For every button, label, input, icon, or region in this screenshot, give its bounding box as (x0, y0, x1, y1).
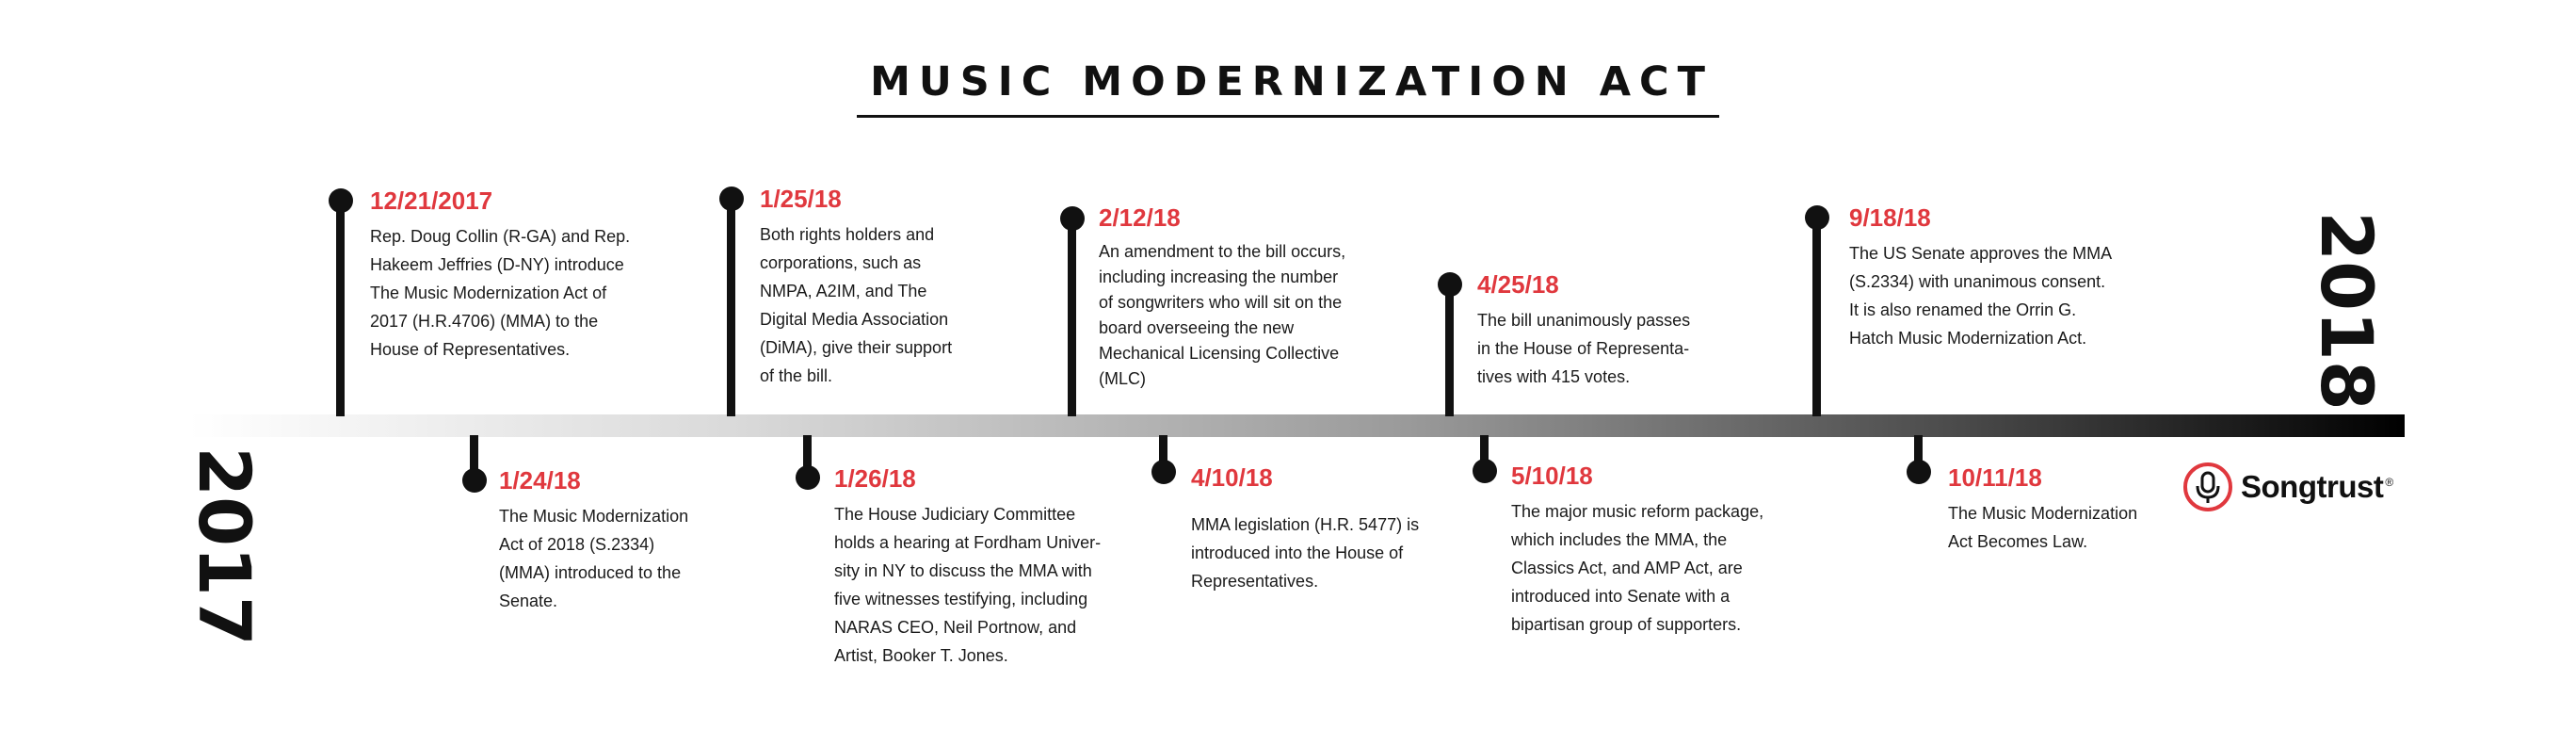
event-12-21-2017 (370, 186, 671, 364)
event-line: House of Representatives. (370, 340, 571, 359)
event-4-25-18 (1477, 270, 1731, 391)
event-line: The US Senate approves the MMA (1849, 244, 2113, 263)
event-stem (1445, 284, 1454, 416)
event-line: Act of 2018 (S.2334) (499, 535, 655, 554)
event-line: NARAS CEO, Neil Portnow, and (834, 618, 1077, 637)
event-line: sity in NY to discuss the MMA with (834, 561, 1092, 580)
event-marker (1907, 460, 1931, 484)
event-line: (MLC) (1099, 369, 1146, 388)
page-title (0, 58, 2576, 118)
event-line: bipartisan group of supporters. (1511, 615, 1742, 634)
event-1-24-18 (499, 466, 744, 615)
event-line: in the House of Representa- (1477, 339, 1690, 358)
event-date: 2/12/18 (1099, 203, 1181, 232)
event-date: 9/18/18 (1849, 203, 1931, 232)
event-line: 2017 (H.R.4706) (MMA) to the (370, 312, 599, 331)
event-4-10-18 (1191, 463, 1473, 595)
event-description (1948, 499, 2193, 556)
event-line: Rep. Doug Collin (R-GA) and Rep. (370, 227, 631, 246)
event-line: Hakeem Jeffries (D-NY) introduce (370, 255, 624, 274)
event-description (370, 222, 671, 364)
event-marker (462, 468, 487, 493)
event-line: (MMA) introduced to the (499, 563, 682, 582)
event-date: 12/21/2017 (370, 186, 493, 215)
event-date: 1/26/18 (834, 464, 916, 493)
event-line: Classics Act, and AMP Act, are (1511, 559, 1743, 577)
event-date: 4/10/18 (1191, 463, 1273, 492)
event-description (1849, 239, 2160, 352)
event-line: (S.2334) with unanimous consent. (1849, 272, 2106, 291)
event-line: of songwriters who will sit on the (1099, 293, 1343, 312)
event-stem (336, 200, 345, 416)
event-line: board overseeing the new (1099, 318, 1295, 337)
event-line: (DiMA), give their support (760, 338, 953, 357)
event-marker (719, 186, 744, 211)
event-line: The Music Modernization Act of (370, 284, 607, 302)
event-line: The Music Modernization (499, 507, 689, 526)
event-date: 4/25/18 (1477, 270, 1559, 299)
event-line: Artist, Booker T. Jones. (834, 646, 1008, 665)
event-line: The House Judiciary Committee (834, 505, 1076, 524)
songtrust-logo (2182, 462, 2393, 512)
event-line: including increasing the number (1099, 268, 1339, 286)
event-2-12-18 (1099, 203, 1400, 392)
event-line: introduced into the House of (1191, 543, 1404, 562)
event-line: tives with 415 votes. (1477, 367, 1631, 386)
event-marker (1060, 206, 1085, 231)
logo-name: Songtrust (2241, 469, 2384, 504)
event-line: An amendment to the bill occurs, (1099, 242, 1346, 261)
event-line: MMA legislation (H.R. 5477) is (1191, 515, 1420, 534)
event-line: five witnesses testifying, including (834, 590, 1088, 608)
event-date: 1/25/18 (760, 185, 842, 213)
event-1-26-18 (834, 464, 1154, 670)
event-line: NMPA, A2IM, and The (760, 282, 927, 300)
event-marker (329, 188, 353, 213)
event-marker (1438, 272, 1462, 297)
event-line: of the bill. (760, 366, 833, 385)
event-description (499, 502, 744, 615)
title-text: MUSIC MODERNIZATION ACT (857, 58, 1719, 118)
event-line: Senate. (499, 592, 558, 610)
event-line: corporations, such as (760, 253, 922, 272)
event-line: Hatch Music Modernization Act. (1849, 329, 2087, 348)
event-line: Digital Media Association (760, 310, 949, 329)
event-line: The Music Modernization (1948, 504, 2138, 523)
event-description (760, 220, 1033, 390)
event-date: 1/24/18 (499, 466, 581, 495)
event-stem (727, 200, 735, 416)
event-date: 5/10/18 (1511, 462, 1593, 490)
event-line: Mechanical Licensing Collective (1099, 344, 1340, 363)
event-line: It is also renamed the Orrin G. (1849, 300, 2077, 319)
logo-registered-mark: ® (2385, 476, 2393, 489)
event-line: introduced into Senate with a (1511, 587, 1731, 606)
event-description (1099, 239, 1400, 392)
event-description (1191, 511, 1473, 595)
year-start-label: 2017 (183, 446, 266, 646)
event-10-11-18 (1948, 463, 2193, 556)
event-marker (1805, 205, 1829, 230)
event-marker (796, 465, 820, 490)
event-line: Act Becomes Law. (1948, 532, 2088, 551)
year-end-label: 2018 (2305, 211, 2389, 411)
event-date: 10/11/18 (1948, 463, 2042, 492)
event-line: which includes the MMA, the (1511, 530, 1728, 549)
event-line: Both rights holders and (760, 225, 935, 244)
timeline-bar (188, 414, 2405, 437)
event-stem (1812, 219, 1821, 416)
event-line: The bill unanimously passes (1477, 311, 1691, 330)
event-line: Representatives. (1191, 572, 1319, 591)
event-description (834, 500, 1154, 670)
event-description (1511, 497, 1812, 639)
microphone-icon (2182, 462, 2233, 512)
event-9-18-18 (1849, 203, 2160, 352)
event-line: The major music reform package, (1511, 502, 1764, 521)
event-stem (1068, 219, 1076, 416)
event-5-10-18 (1511, 462, 1812, 639)
event-1-25-18 (760, 185, 1033, 390)
event-marker (1473, 459, 1497, 483)
event-marker (1151, 460, 1176, 484)
logo-wordmark (2241, 469, 2393, 505)
event-description (1477, 306, 1731, 391)
event-line: holds a hearing at Fordham Univer- (834, 533, 1102, 552)
